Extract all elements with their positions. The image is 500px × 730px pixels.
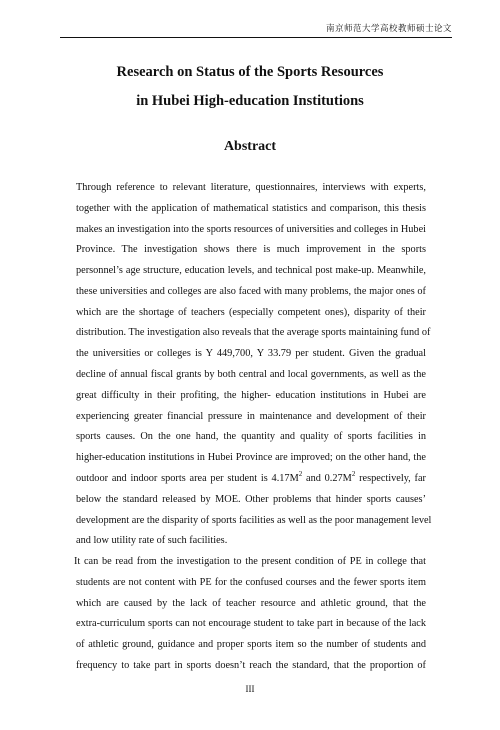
body-line-with-superscripts: [76, 470, 426, 485]
body-line: higher-education institutions in Hubei Province are improved; on the other hand, the: [76, 452, 426, 463]
body-line: together with the application of mathematical statistics and comparison, this thesis: [76, 203, 426, 214]
superscript-2: 2: [351, 470, 356, 478]
body-line: development are the disparity of sports facilities as well as the poor management level: [76, 515, 432, 526]
area-text-1: outdoor and indoor sports area per student is 4.17M: [76, 473, 299, 484]
body-line: below the standard released by MOE. Other problems that hinder sports causes’: [76, 494, 426, 505]
body-line: makes an investigation into the sports resources of universities and colleges in Hubei: [76, 224, 427, 235]
body-line: distribution. The investigation also reveals that the average sports maintaining fund of: [76, 327, 431, 338]
superscript-2: 2: [298, 470, 303, 478]
body-line: great difficulty in their profiting, the higher- education institutions in Hubei are: [76, 390, 426, 401]
title-line-1: Research on Status of the Sports Resources: [116, 64, 384, 80]
body-line: which are the shortage of teachers (especially competent ones), disparity of their: [76, 307, 426, 318]
area-text-3: respectively, far: [355, 473, 426, 484]
body-line: and low utility rate of such facilities.: [76, 535, 228, 546]
body-line: extra-curriculum sports can not encourage student to take part in because of the lack: [76, 618, 426, 629]
body-line: Through reference to relevant literature, questionnaires, interviews with experts,: [76, 182, 426, 193]
area-text-2: and 0.27M: [302, 473, 352, 484]
body-line: sports causes. On the one hand, the quantity and quality of sports facilities in: [76, 431, 426, 442]
body-line: experiencing greater financial pressure in maintenance and development of their: [76, 411, 426, 422]
body-line: Province. The investigation shows there is much improvement in the sports: [76, 244, 426, 255]
body-line: students are not content with PE for the confused courses and the fewer sports item: [76, 577, 426, 588]
body-line: of athletic ground, guidance and proper sports item so the number of students and: [76, 639, 426, 650]
header-rule: [60, 37, 452, 38]
page-number: III: [245, 684, 255, 694]
body-line: It can be read from the investigation to the present condition of PE in college that: [74, 556, 426, 567]
body-line: the universities or colleges is Y 449,700, Y 33.79 per student. Given the gradual: [76, 348, 426, 359]
abstract-heading: Abstract: [223, 139, 277, 154]
body-line: frequency to take part in sports doesn’t reach the standard, that the proportion of: [76, 660, 426, 671]
body-line: which are caused by the lack of teacher resource and athletic ground, that the: [76, 598, 426, 609]
running-header: 南京师范大学高校教师硕士论文: [325, 24, 452, 34]
body-line: personnel’s age structure, education levels, and technical post make-up. Meanwhile,: [76, 265, 426, 276]
title-line-2: in Hubei High-education Institutions: [136, 93, 364, 109]
body-line: these universities and colleges are also faced with many problems, the major ones of: [76, 286, 426, 297]
body-line: decline of annual fiscal grants by both central and local governments, as well as the: [76, 369, 426, 380]
